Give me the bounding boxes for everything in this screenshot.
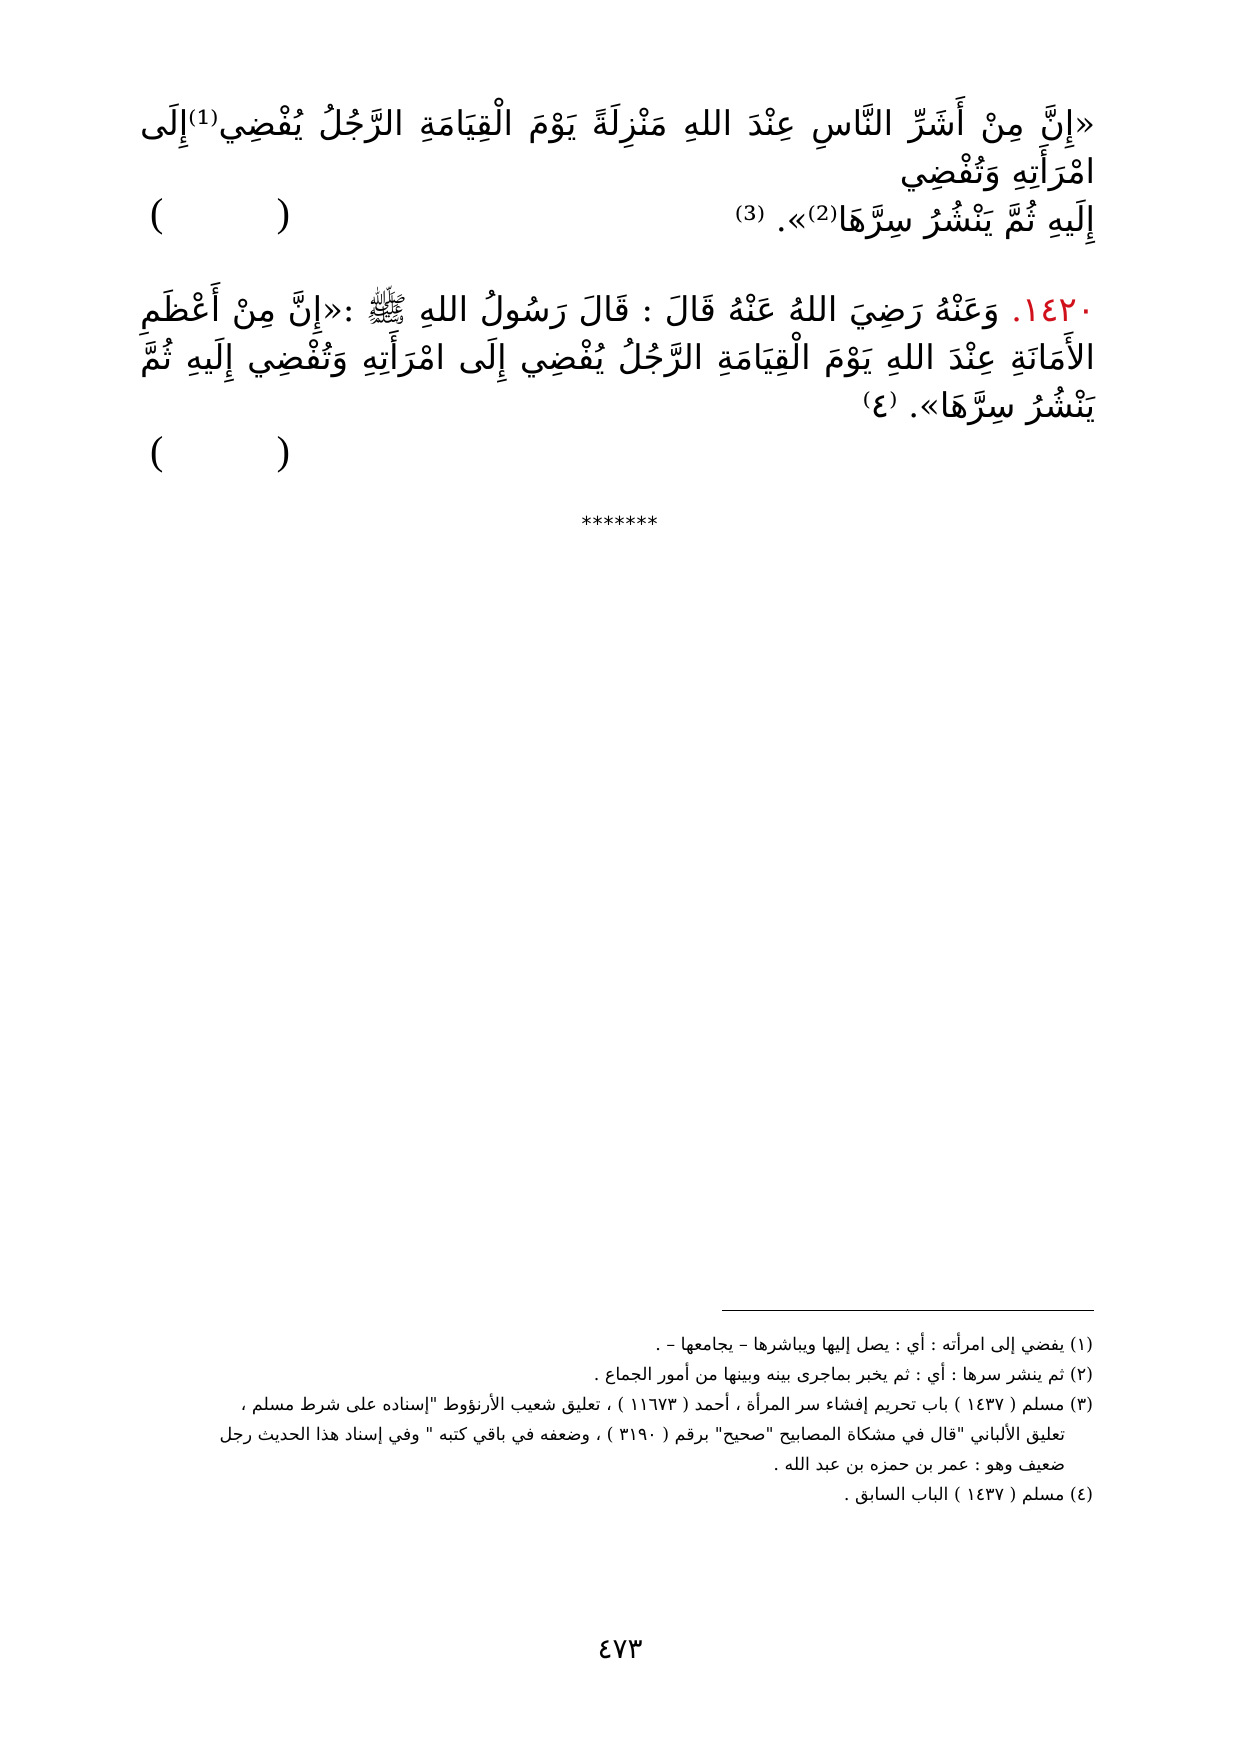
hadith-2-text: وَعَنْهُ رَضِيَ اللهُ عَنْهُ قَالَ : قَالَ رَسُولُ اللهِ ﷺ :«إِنَّ مِنْ أَعْظَمِ الأَمَانَةِ عِنْدَ اللهِ يَوْمَ الْقِيَامَةِ الرَّجُلُ يُفْضِي إِلَى امْرَأَتِهِ وَتُفْضِي إِلَيهِ ثُمَّ يَنْشُرُ سِرَّهَا». ⁽٤⁾	[140, 290, 1095, 426]
footnote-3-continuation: ضعيف وهو : عمر بن حمزه بن عبد الله .	[773, 1455, 1065, 1475]
hadith-1-line-2: إِلَيهِ ثُمَّ يَنْشُرُ سِرَّهَا⁽²⁾». ⁽³⁾	[734, 200, 1095, 240]
footnotes	[145, 1330, 1093, 1510]
footnote-divider	[722, 1310, 1094, 1311]
footnote-3-continuation: تعليق الألباني "قال في مشكاة المصابيح "صحيح" برقم ( ٣١٩٠ ) ، وضعفه في باقي كتبه " وفي إسناد هذا الحديث رجل	[219, 1425, 1065, 1445]
hadith-number: ١٤٢٠.	[1011, 290, 1095, 330]
hadith-1-line-1: «إِنَّ مِنْ أَشَرِّ النَّاسِ عِنْدَ اللهِ مَنْزِلَةً يَوْمَ الْقِيَامَةِ الرَّجُلُ يُفْضِي⁽¹⁾إِلَى امْرَأَتِهِ وَتُفْضِي	[140, 104, 1095, 192]
grade-brackets-1	[150, 189, 290, 237]
grade-open-bracket: (	[150, 428, 164, 473]
grade-open-bracket: (	[150, 190, 164, 235]
hadith-paragraph-2	[140, 286, 1095, 430]
grade-close-bracket: )	[276, 428, 290, 473]
footnote-4: (٤) مسلم ( ١٤٣٧ ) الباب السابق .	[843, 1485, 1093, 1505]
footnote-3: (٣) مسلم ( ١٤٣٧ ) باب تحريم إفشاء سر المرأة ، أحمد ( ١١٦٧٣ ) ، تعليق شعيب الأرنؤوط "إسناده على شرط مسلم ،	[240, 1395, 1093, 1415]
grade-close-bracket: )	[276, 190, 290, 235]
page-number: ٤٧٣	[597, 1632, 643, 1665]
footnote-2: (٢) ثم ينشر سرها : أي : ثم يخبر بماجرى بينه وبينها من أمور الجماع .	[593, 1365, 1093, 1385]
footnote-1: (١) يفضي إلى امرأته : أي : يصل إليها ويباشرها – يجامعها – .	[655, 1335, 1093, 1355]
section-separator: *******	[581, 512, 659, 536]
grade-brackets-2	[150, 427, 290, 475]
